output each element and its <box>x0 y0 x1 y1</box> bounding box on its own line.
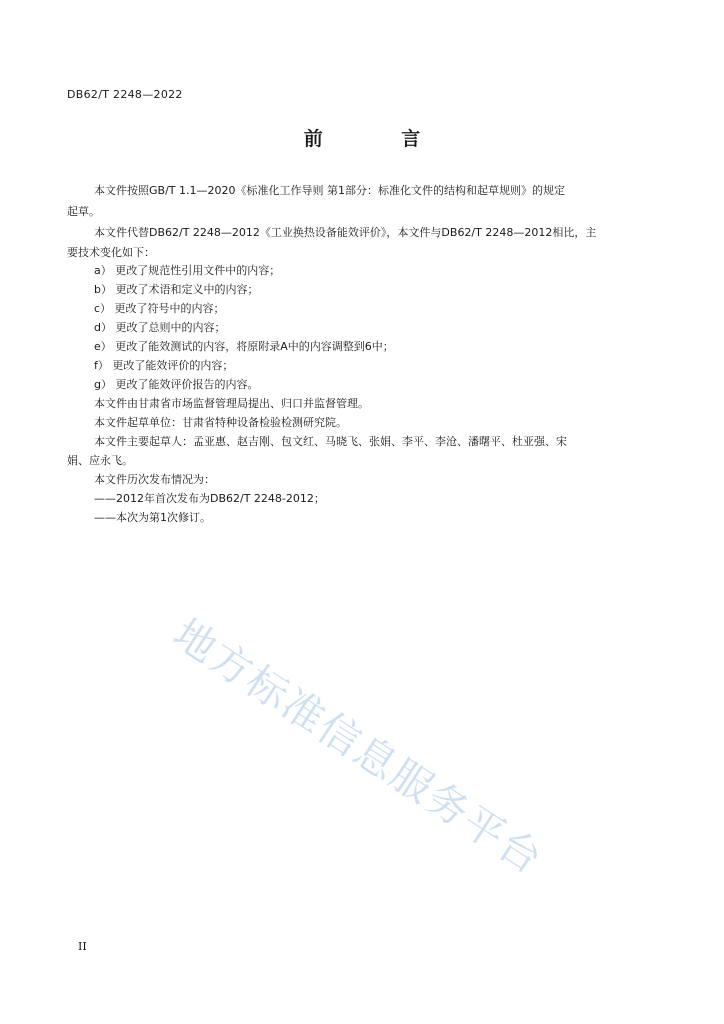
paragraph-line: 要技术变化如下： <box>67 246 155 259</box>
paragraph-line: 起草。 <box>67 205 100 218</box>
watermark: 地方标准信息服务平台 <box>164 609 552 884</box>
paragraph-line: 娟、应永飞。 <box>67 454 133 467</box>
page-title: 前 言 <box>303 128 457 150</box>
list-item: d） 更改了总则中的内容； <box>94 321 226 334</box>
list-item: b） 更改了术语和定义中的内容； <box>94 283 259 296</box>
list-item: e） 更改了能效测试的内容，将原附录A中的内容调整到6中； <box>94 340 394 353</box>
paragraph-line: 本文件代替DB62/T 2248—2012《工业换热设备能效评价》，本文件与DB62/T 2248—2012相比，主 <box>94 226 597 239</box>
list-item: c） 更改了符号中的内容； <box>94 302 225 315</box>
page-number: II <box>78 940 87 953</box>
paragraph-line: 本文件由甘肃省市场监督管理局提出、归口并监督管理。 <box>94 397 369 410</box>
list-item: a） 更改了规范性引用文件中的内容； <box>94 264 281 277</box>
paragraph-line: 本文件历次发布情况为： <box>94 473 215 486</box>
list-item: f） 更改了能效评价的内容； <box>94 359 234 372</box>
list-item: ——本次为第1次修订。 <box>94 511 211 524</box>
paragraph-line: 本文件起草单位：甘肃省特种设备检验检测研究院。 <box>94 416 347 429</box>
list-item: g） 更改了能效评价报告的内容。 <box>94 378 259 391</box>
paragraph-line: 本文件主要起草人：孟亚惠、赵吉刚、包文红、马晓飞、张娟、李平、李沧、潘曙平、杜亚强、宋 <box>94 435 567 448</box>
paragraph-line: 本文件按照GB/T 1.1—2020《标准化工作导则 第1部分：标准化文件的结构和起草规则》的规定 <box>94 184 565 197</box>
document-code: DB62/T 2248—2022 <box>67 88 183 101</box>
list-item: ——2012年首次发布为DB62/T 2248-2012； <box>94 492 325 505</box>
